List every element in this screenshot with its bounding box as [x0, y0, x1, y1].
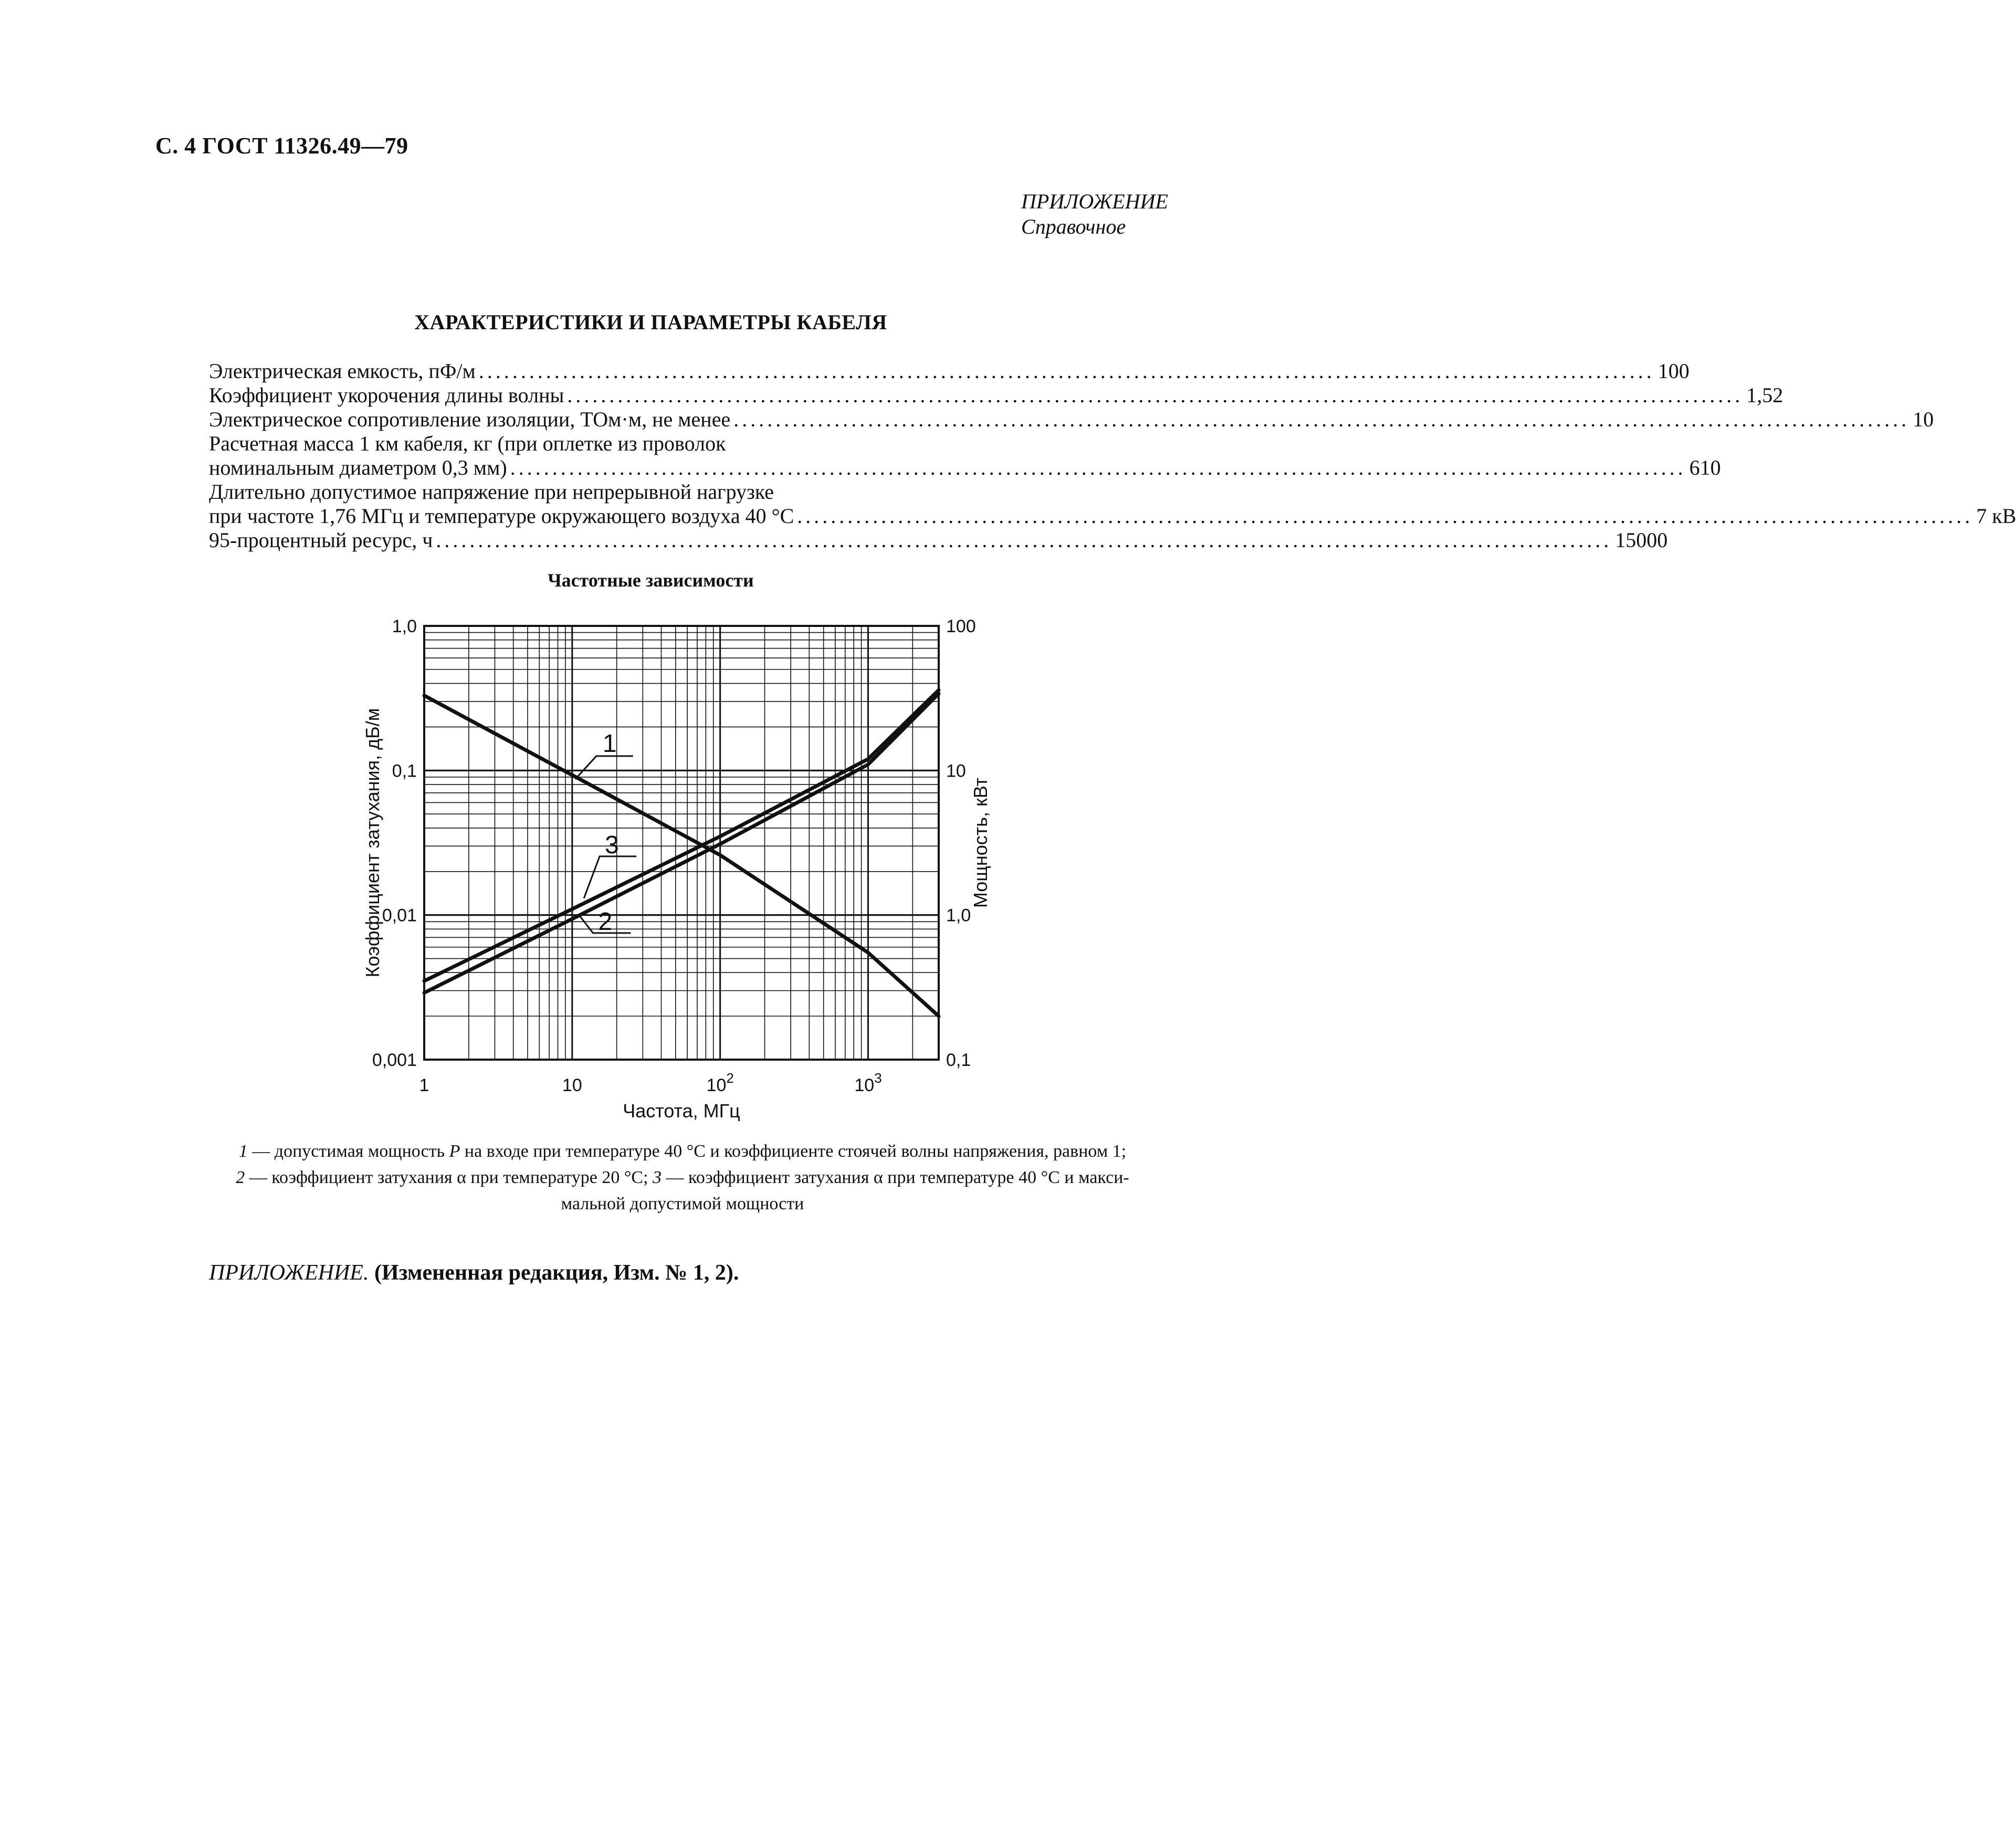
leader-dots: ............................................................................................................................................	[733, 407, 1910, 431]
legend-line-3	[178, 1191, 1186, 1217]
series-label-2: 2	[598, 907, 613, 936]
param-value: 100	[1657, 359, 1689, 383]
param-label: номинальным диаметром 0,3 мм)	[209, 456, 507, 479]
page-header: С. 4 ГОСТ 11326.49—79	[155, 133, 408, 159]
section-title: ХАРАКТЕРИСТИКИ И ПАРАМЕТРЫ КАБЕЛЯ	[414, 310, 887, 334]
y-right-tick-label: 100	[946, 616, 976, 636]
x-axis-title: Частота, МГц	[623, 1100, 740, 1122]
param-value: 610	[1689, 456, 1721, 479]
param-label: при частоте 1,76 МГц и температуре окружающего воздуха 40 °С	[209, 504, 794, 528]
legend-num-1: 1	[238, 1142, 248, 1161]
param-label: 95-процентный ресурс, ч	[209, 528, 433, 552]
legend-text-3b: мальной допустимой мощности	[561, 1194, 804, 1213]
x-tick-label: $10^3$	[854, 1070, 882, 1095]
param-value: 15000	[1615, 528, 1668, 552]
legend-text-1b: на входе при температуре 40 °С и коэффициенте стоячей волны напряжения, равном 1;	[460, 1142, 1127, 1161]
param-label-line1: Длительно допустимое напряжение при непрерывной нагрузке	[209, 480, 774, 504]
footnote-bold: (Измененная редакция, Изм. № 1, 2).	[369, 1261, 739, 1285]
param-label: Электрическая емкость, пФ/м	[209, 359, 476, 383]
leader-dots: ............................................................................................................................................	[478, 359, 1655, 383]
legend-line-2	[178, 1165, 1186, 1191]
series-label-3: 3	[605, 831, 619, 859]
x-tick-label: 1	[419, 1075, 429, 1095]
appendix-title: ПРИЛОЖЕНИЕ	[1021, 190, 1168, 213]
leader-dots: ............................................................................................................................................	[567, 383, 1744, 407]
x-tick-label: 10	[562, 1075, 582, 1095]
y-left-tick-label: 0,1	[392, 761, 417, 781]
frequency-chart	[0, 0, 1301, 1155]
series-leader-1	[575, 756, 633, 779]
legend-symbol-p: P	[449, 1142, 460, 1161]
legend-text-2: — коэффициент затухания α при температуре 20 °С;	[245, 1168, 653, 1187]
legend-num-2: 2	[236, 1168, 245, 1187]
param-value: 1,52	[1746, 383, 1783, 407]
y-left-tick-label: 0,001	[372, 1050, 417, 1070]
param-label-line1: Расчетная масса 1 км кабеля, кг (при оплетке из проволок	[209, 432, 726, 455]
leader-dots: ............................................................................................................................................	[510, 456, 1686, 479]
param-value: 10	[1913, 407, 1934, 431]
param-label: Электрическое сопротивление изоляции, ТОм·м, не менее	[209, 407, 731, 431]
y-right-axis-title: Мощность, кВт	[970, 777, 991, 908]
x-tick-label: $10^2$	[706, 1070, 734, 1095]
param-value: 7 кВ	[1976, 504, 2016, 528]
appendix-subtitle: Справочное	[1021, 215, 1126, 238]
legend-num-3: 3	[653, 1168, 662, 1187]
series-label-1: 1	[602, 729, 617, 758]
y-left-axis-title: Коэффициент затухания, дБ/м	[362, 708, 383, 978]
footnote-italic: ПРИЛОЖЕНИЕ.	[209, 1261, 369, 1285]
footnote	[209, 1260, 739, 1285]
y-left-tick-label: 1,0	[392, 616, 417, 636]
y-right-tick-label: 0,1	[946, 1050, 971, 1070]
legend-line-1	[178, 1138, 1186, 1165]
y-right-tick-label: 10	[946, 761, 966, 781]
chart-title: Частотные зависимости	[548, 570, 754, 591]
y-left-tick-label: 0,01	[382, 905, 417, 926]
leader-dots: ............................................................................................................................................	[797, 504, 1973, 528]
y-right-tick-label: 1,0	[946, 905, 971, 926]
legend-text-3a: — коэффициент затухания α при температуре 40 °С и макси-	[662, 1168, 1129, 1187]
chart-legend	[178, 1138, 1186, 1217]
leader-dots: ............................................................................................................................................	[436, 528, 1612, 552]
param-label: Коэффициент укорочения длины волны	[209, 383, 564, 407]
legend-text-1a: — допустимая мощность	[247, 1142, 449, 1161]
